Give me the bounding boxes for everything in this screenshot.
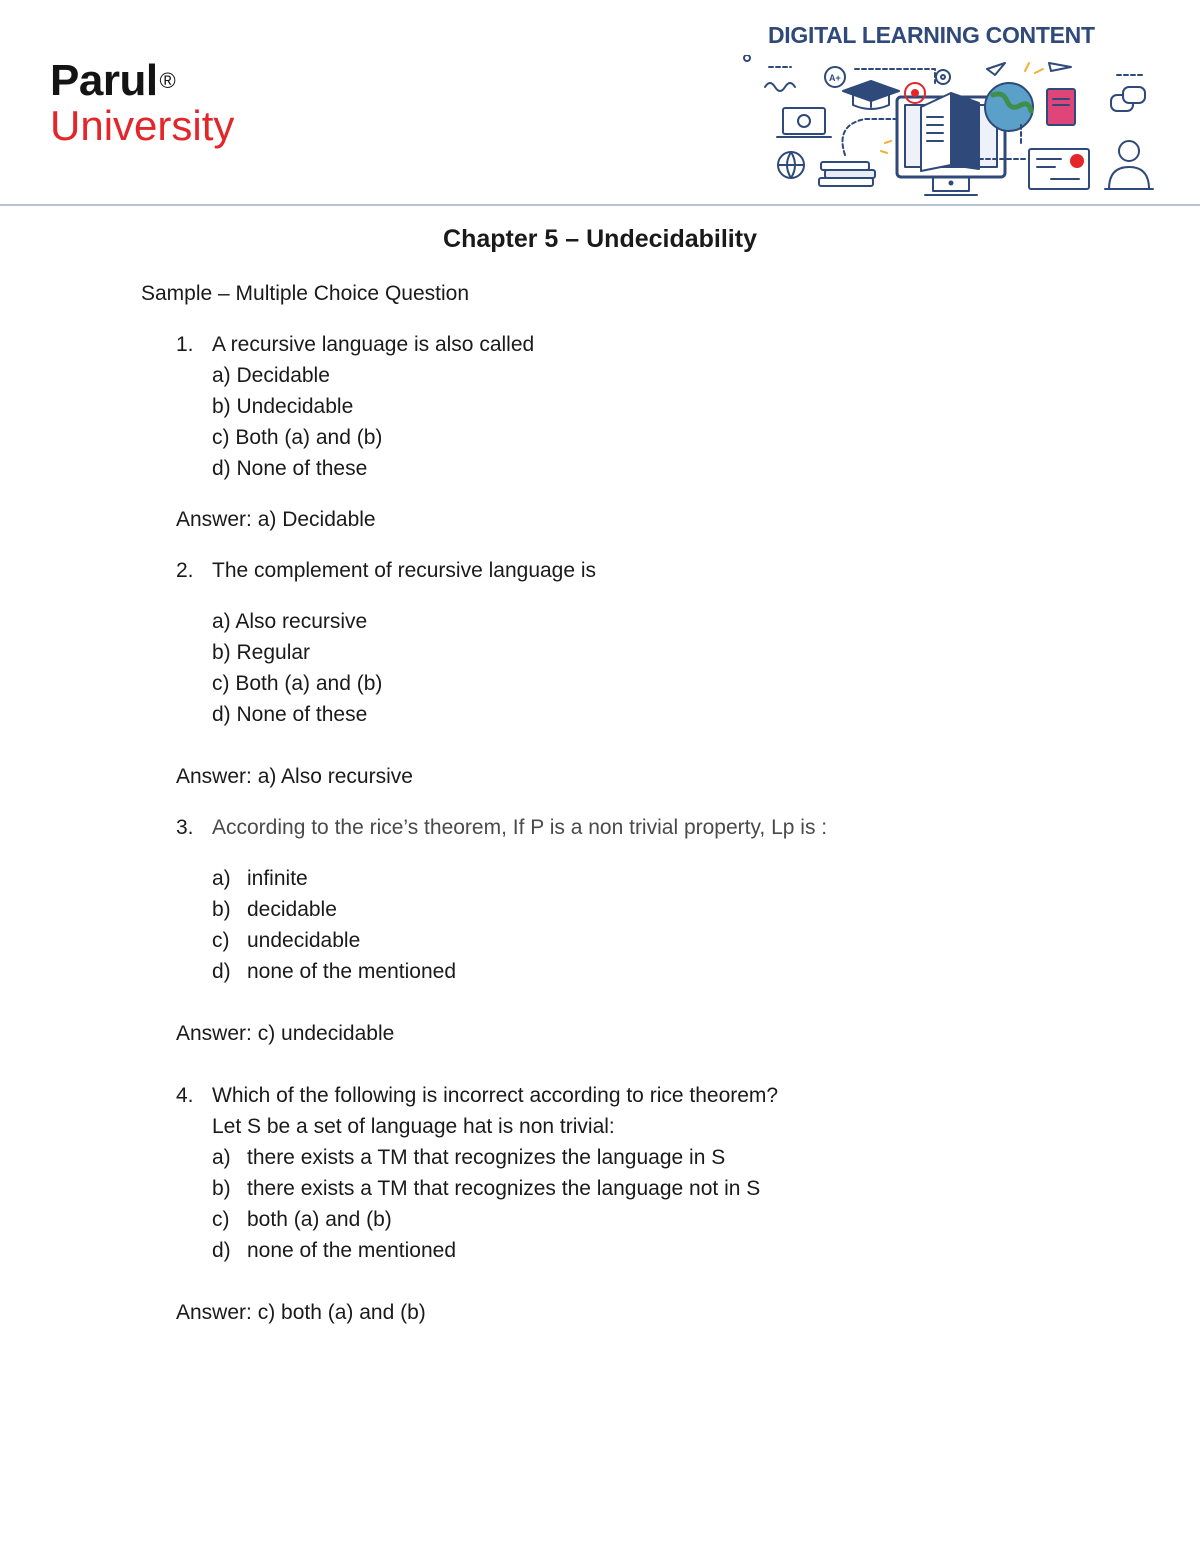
option: c) Both (a) and (b) bbox=[212, 672, 383, 695]
question-number: 1. bbox=[176, 333, 194, 356]
option-letter: c) bbox=[212, 929, 230, 952]
answer: Answer: c) both (a) and (b) bbox=[176, 1301, 426, 1324]
chapter-title: Chapter 5 – Undecidability bbox=[443, 225, 757, 253]
question-text: The complement of recursive language is bbox=[212, 559, 597, 582]
answer: Answer: c) undecidable bbox=[176, 1022, 395, 1045]
option-text: both (a) and (b) bbox=[247, 1208, 392, 1231]
option: d) None of these bbox=[212, 457, 368, 480]
option: a) Decidable bbox=[212, 364, 330, 387]
paper-plane-icon bbox=[1049, 63, 1071, 71]
option: c) Both (a) and (b) bbox=[212, 426, 383, 449]
page-header bbox=[0, 0, 1200, 205]
question-text: According to the rice’s theorem, If P is a non trivial property, Lp is : bbox=[212, 816, 828, 839]
registered-mark: ® bbox=[159, 68, 176, 93]
option: d) None of these bbox=[212, 703, 368, 726]
option-letter: d) bbox=[212, 1239, 231, 1262]
certificate-icon bbox=[1029, 149, 1089, 189]
notebook-icon bbox=[1047, 89, 1075, 125]
option-text: none of the mentioned bbox=[247, 1239, 456, 1262]
question-number: 2. bbox=[176, 559, 194, 582]
question-number: 4. bbox=[176, 1084, 194, 1107]
option-text: decidable bbox=[247, 898, 337, 921]
svg-text:A+: A+ bbox=[829, 73, 841, 83]
option-letter: b) bbox=[212, 898, 231, 921]
answer: Answer: a) Decidable bbox=[176, 508, 376, 531]
banner-title: DIGITAL LEARNING CONTENT bbox=[768, 22, 1095, 48]
option-text: infinite bbox=[247, 867, 308, 890]
option-text: there exists a TM that recognizes the language not in S bbox=[247, 1177, 761, 1200]
question-text: Which of the following is incorrect according to rice theorem? bbox=[212, 1084, 779, 1107]
option-letter: a) bbox=[212, 867, 231, 890]
logo-name: Parul bbox=[50, 56, 158, 105]
laptop-icon bbox=[777, 108, 831, 137]
paper-plane-icon bbox=[987, 63, 1005, 75]
option-letter: d) bbox=[212, 960, 231, 983]
logo-subtitle: University bbox=[50, 102, 235, 149]
question-text: A recursive language is also called bbox=[212, 333, 535, 356]
option-letter: c) bbox=[212, 1208, 230, 1231]
option: b) Undecidable bbox=[212, 395, 354, 418]
question-text-line-2: Let S be a set of language hat is non trivial: bbox=[212, 1115, 615, 1138]
section-label: Sample – Multiple Choice Question bbox=[141, 282, 470, 305]
chat-icon bbox=[1111, 87, 1145, 111]
graduation-cap-icon bbox=[825, 67, 899, 109]
wave-icon bbox=[765, 83, 795, 91]
circle-mark-icon bbox=[744, 55, 750, 61]
digital-learning-illustration bbox=[725, 55, 1165, 205]
option-letter: b) bbox=[212, 1177, 231, 1200]
person-icon bbox=[1105, 141, 1153, 189]
option: a) Also recursive bbox=[212, 610, 368, 633]
book-icon bbox=[921, 93, 979, 171]
header-divider bbox=[0, 204, 1200, 206]
option-text: none of the mentioned bbox=[247, 960, 456, 983]
books-icon bbox=[819, 162, 875, 186]
globe-icon bbox=[778, 152, 804, 178]
question-number: 3. bbox=[176, 816, 194, 839]
option-text: undecidable bbox=[247, 929, 361, 952]
university-logo bbox=[50, 58, 234, 148]
option: b) Regular bbox=[212, 641, 311, 664]
answer: Answer: a) Also recursive bbox=[176, 765, 413, 788]
option-text: there exists a TM that recognizes the language in S bbox=[247, 1146, 726, 1169]
earth-globe-icon bbox=[985, 83, 1033, 131]
option-letter: a) bbox=[212, 1146, 231, 1169]
